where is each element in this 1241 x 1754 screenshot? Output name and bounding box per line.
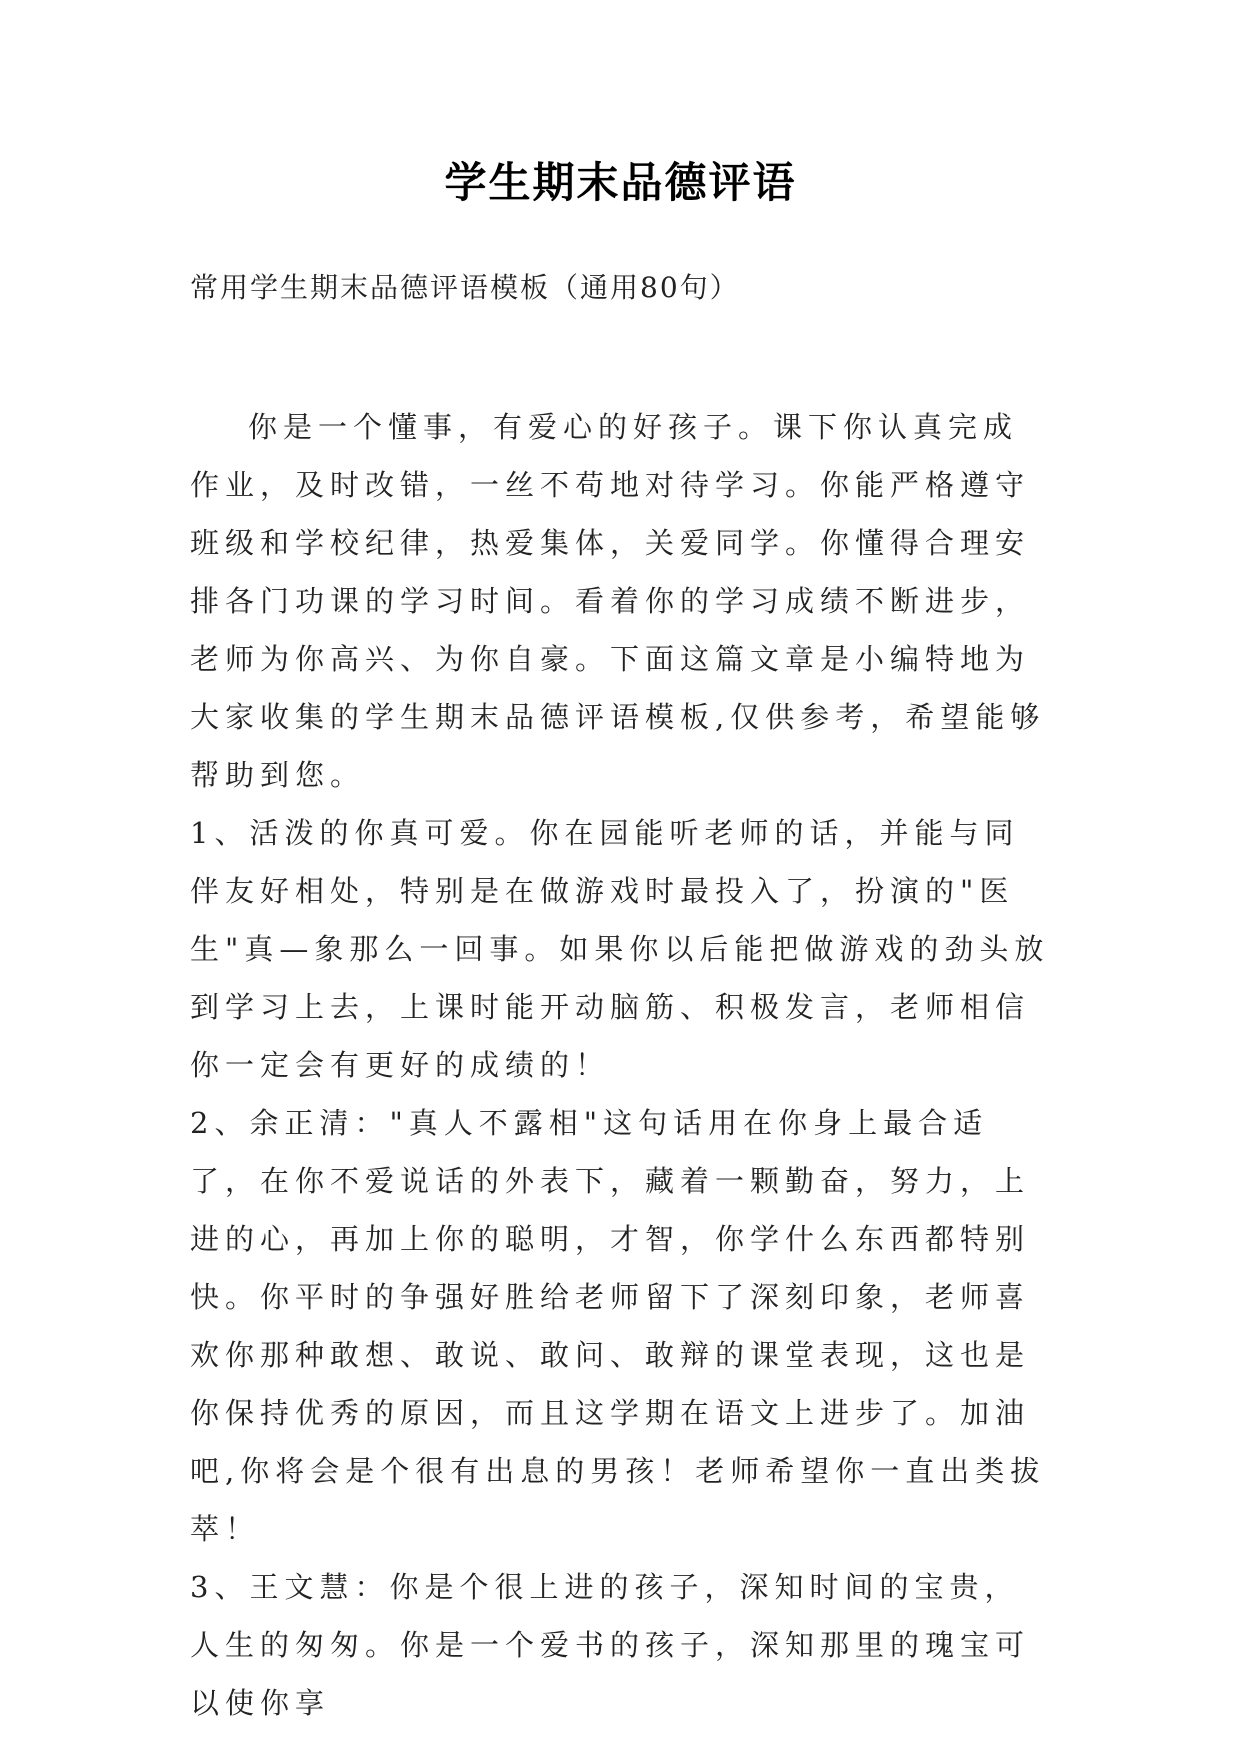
document-body <box>190 398 1052 1732</box>
paragraph-intro: 你是一个懂事，有爱心的好孩子。课下你认真完成作业，及时改错，一丝不苟地对待学习。你能严格遵守班级和学校纪律，热爱集体，关爱同学。你懂得合理安排各门功课的学习时间。看着你的学习成绩不断进步，老师为你高兴、为你自豪。下面这篇文章是小编特地为大家收集的学生期末品德评语模板,仅供参考，希望能够帮助到您。 <box>190 410 1046 792</box>
paragraph-item-3: 3、王文慧：你是个很上进的孩子，深知时间的宝贵，人生的匆匆。你是一个爱书的孩子，深知那里的瑰宝可以使你享 <box>190 1570 1031 1720</box>
document-title: 学生期末品德评语 <box>444 158 797 207</box>
paragraph-item-1: 1、活泼的你真可爱。你在园能听老师的话，并能与同伴友好相处，特别是在做游戏时最投入了，扮演的"医生"真—象那么一回事。如果你以后能把做游戏的劲头放到学习上去，上课时能开动脑筋、积极发言，老师相信你一定会有更好的成绩的！ <box>190 816 1050 1082</box>
paragraph-item-2: 2、余正清："真人不露相"这句话用在你身上最合适了，在你不爱说话的外表下，藏着一颗勤奋，努力，上进的心，再加上你的聪明，才智，你学什么东西都特别快。你平时的争强好胜给老师留下了深刻印象，老师喜欢你那种敢想、敢说、敢问、敢辩的课堂表现，这也是你保持优秀的原因，而且这学期在语文上进步了。加油吧,你将会是个很有出息的男孩！老师希望你一直出类拔萃！ <box>190 1106 1046 1546</box>
document-subtitle: 常用学生期末品德评语模板（通用80句） <box>190 271 740 304</box>
